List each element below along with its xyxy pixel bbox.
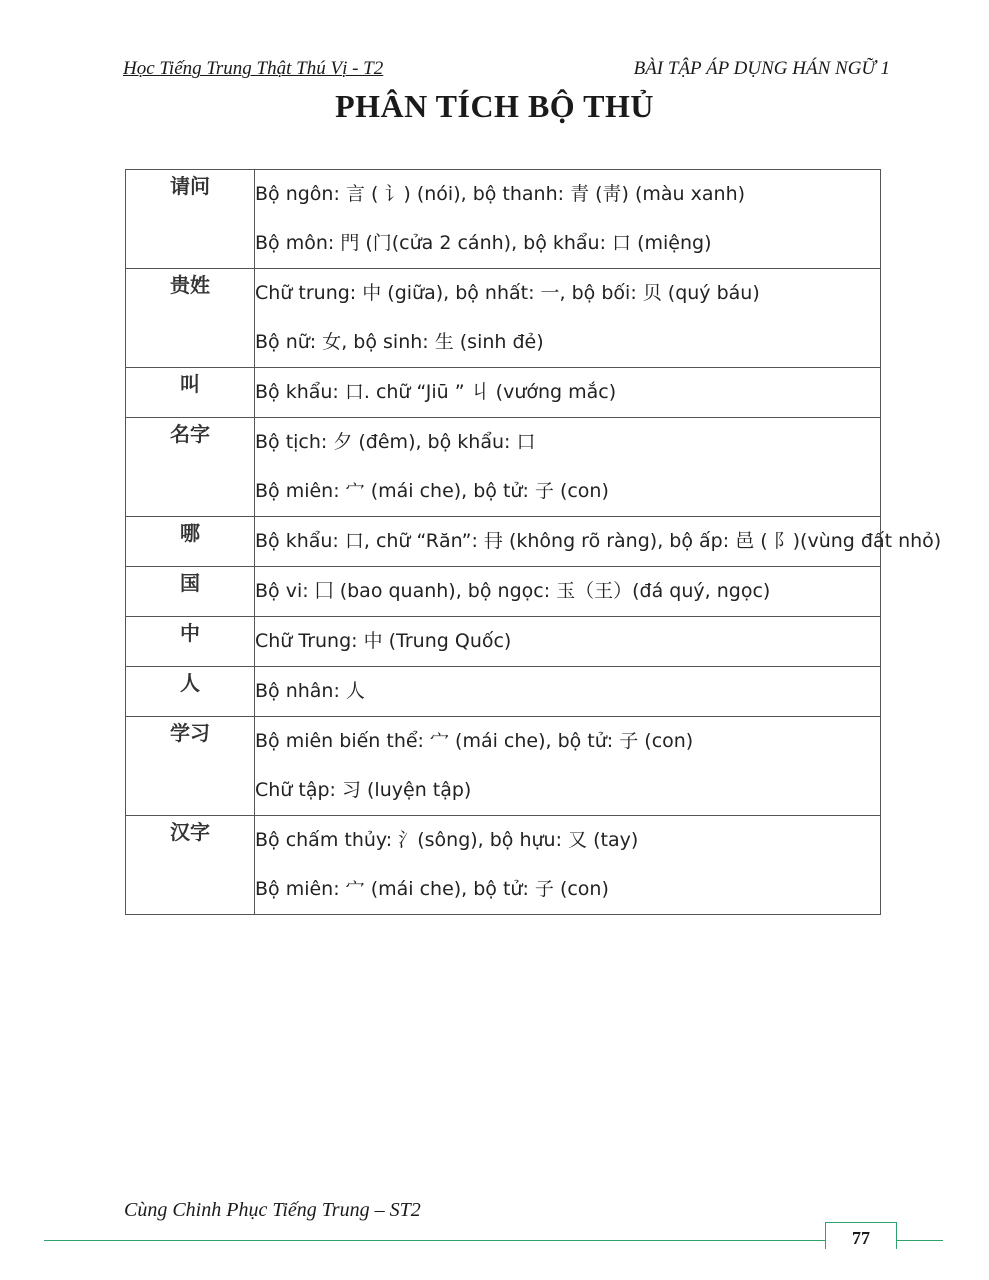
radical-description-line: Bộ nhân: 人 <box>255 680 365 702</box>
table-row <box>126 567 881 617</box>
radical-description-cell <box>255 418 881 517</box>
radical-description-line: Chữ Trung: 中 (Trung Quốc) <box>255 630 512 652</box>
hanzi-cell: 中 <box>126 617 255 667</box>
radical-description-line: Bộ môn: 門 (门(cửa 2 cánh), bộ khẩu: 口 (miệng) <box>255 232 712 254</box>
hanzi-cell: 汉字 <box>126 816 255 915</box>
table-row <box>126 170 881 269</box>
table-row <box>126 418 881 517</box>
table-row <box>126 617 881 667</box>
radical-description-cell <box>255 717 881 816</box>
radical-description-cell <box>255 667 881 717</box>
header-left-title: Học Tiếng Trung Thật Thú Vị - T2 <box>123 58 384 79</box>
radical-description-line: Bộ chấm thủy: 氵(sông), bộ hựu: 又 (tay) <box>255 829 639 851</box>
hanzi-cell: 请问 <box>126 170 255 269</box>
radical-description-cell <box>255 368 881 418</box>
radical-description-cell <box>255 269 881 368</box>
radical-description-cell <box>255 567 881 617</box>
radical-description-line: Bộ tịch: 夕 (đêm), bộ khẩu: 口 <box>255 431 536 453</box>
page-number: 77 <box>825 1222 897 1249</box>
footer-rule-right <box>896 1240 943 1241</box>
radical-description-line: Bộ khẩu: 口. chữ “Jiū ” 丩 (vướng mắc) <box>255 381 617 403</box>
radical-description-line: Bộ miên biến thể: 宀 (mái che), bộ tử: 子 (con) <box>255 730 694 752</box>
radical-description-line: Bộ miên: 宀 (mái che), bộ tử: 子 (con) <box>255 878 609 900</box>
radical-description-line: Bộ vi: 囗 (bao quanh), bộ ngọc: 玉（王）(đá quý, ngọc) <box>255 580 771 602</box>
hanzi-cell: 国 <box>126 567 255 617</box>
radical-description-line: Bộ nữ: 女, bộ sinh: 生 (sinh đẻ) <box>255 331 544 353</box>
hanzi-cell: 叫 <box>126 368 255 418</box>
radical-description-cell <box>255 517 942 567</box>
table-row <box>126 368 881 418</box>
hanzi-cell: 学习 <box>126 717 255 816</box>
footer-text: Cùng Chinh Phục Tiếng Trung – ST2 <box>124 1199 421 1221</box>
table-row <box>126 667 881 717</box>
radical-description-line: Bộ ngôn: 言 ( 讠) (nói), bộ thanh: 青 (靑) (màu xanh) <box>255 183 746 205</box>
table-row <box>126 816 881 915</box>
header-right-title: BÀI TẬP ÁP DỤNG HÁN NGỮ 1 <box>633 58 890 79</box>
page-title: PHÂN TÍCH BỘ THỦ <box>335 88 654 124</box>
table-row <box>126 269 881 368</box>
radical-description-line: Bộ miên: 宀 (mái che), bộ tử: 子 (con) <box>255 480 609 502</box>
hanzi-cell: 哪 <box>126 517 255 567</box>
radical-description-line: Bộ khẩu: 口, chữ “Răn”: 冄 (không rõ ràng), bộ ấp: 邑 ( 阝)(vùng đất nhỏ) <box>255 530 942 552</box>
table-row <box>126 717 881 816</box>
hanzi-cell: 贵姓 <box>126 269 255 368</box>
radical-description-cell <box>255 617 881 667</box>
radical-table <box>125 169 942 915</box>
radical-description-cell <box>255 816 881 915</box>
radical-description-line: Chữ tập: 习 (luyện tập) <box>255 779 472 801</box>
radical-description-cell <box>255 170 881 269</box>
hanzi-cell: 人 <box>126 667 255 717</box>
footer-rule-left <box>44 1240 826 1241</box>
radical-description-line: Chữ trung: 中 (giữa), bộ nhất: 一, bộ bối: 贝 (quý báu) <box>255 282 760 304</box>
table-row <box>126 517 881 567</box>
hanzi-cell: 名字 <box>126 418 255 517</box>
